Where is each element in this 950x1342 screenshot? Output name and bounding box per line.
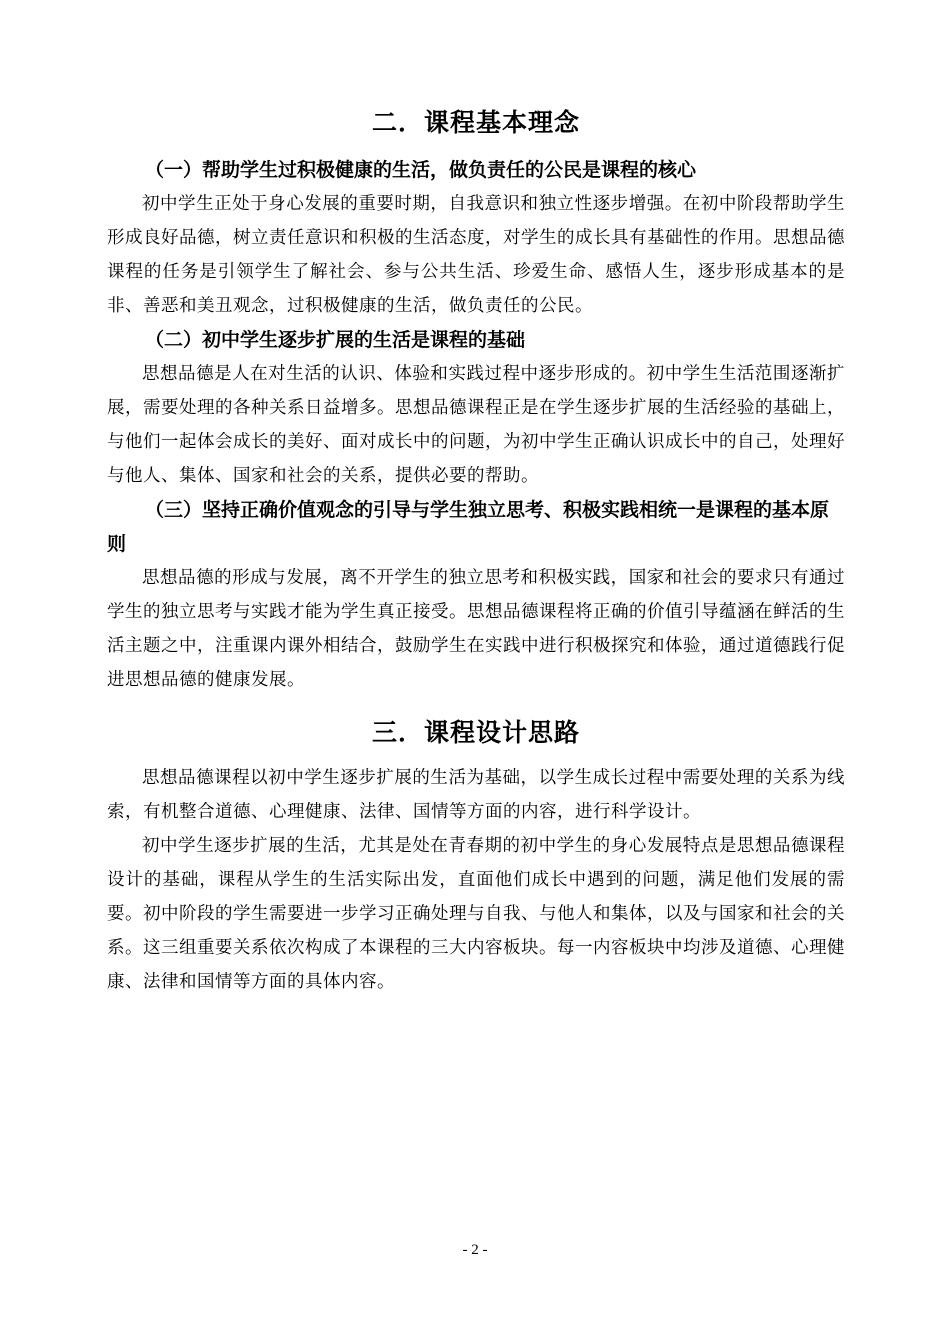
section-2-subheading-1: （一）帮助学生过积极健康的生活，做负责任的公民是课程的核心 (145, 159, 697, 181)
section-2-subheading-2: （二）初中学生逐步扩展的生活是课程的基础 (145, 329, 526, 351)
section-2-subheading-3: （三）坚持正确价值观念的引导与学生独立思考、积极实践相统一是课程的基本原则 (107, 499, 830, 555)
section-2-paragraph-2: 思想品德是人在对生活的认识、体验和实践过程中逐步形成的。初中学生生活范围逐渐扩展，需要处理的各种关系日益增多。思想品德课程正是在学生逐步扩展的生活经验的基础上，与他们一起体会成长的美好、面对成长中的问题，为初中学生正确认识成长中的自己，处理好与他人、集体、国家和社会的关系，提供必要的帮助。 (107, 364, 845, 486)
section-2-paragraph-1: 初中学生正处于身心发展的重要时期，自我意识和独立性逐步增强。在初中阶段帮助学生形成良好品德，树立责任意识和积极的生活态度，对学生的成长具有基础性的作用。思想品德课程的任务是引领学生了解社会、参与公共生活、珍爱生命、感悟人生，逐步形成基本的是非、善恶和美丑观念，过积极健康的生活，做负责任的公民。 (107, 194, 845, 316)
section-2-title: 二．课程基本理念 (371, 108, 580, 137)
section-3-paragraph-1: 思想品德课程以初中学生逐步扩展的生活为基础，以学生成长过程中需要处理的关系为线索，有机整合道德、心理健康、法律、国情等方面的内容，进行科学设计。 (107, 768, 845, 822)
section-2-paragraph-3: 思想品德的形成与发展，离不开学生的独立思考和积极实践，国家和社会的要求只有通过学生的独立思考与实践才能为学生真正接受。思想品德课程将正确的价值引导蕴涵在鲜活的生活主题之中，注重课内课外相结合，鼓励学生在实践中进行积极探究和体验，通过道德践行促进思想品德的健康发展。 (107, 568, 845, 690)
section-3-title: 三．课程设计思路 (371, 718, 580, 747)
document-content (107, 105, 845, 999)
page-number: - 2 - (462, 1242, 488, 1258)
section-3-paragraph-2: 初中学生逐步扩展的生活，尤其是处在青春期的初中学生的身心发展特点是思想品德课程设计的基础，课程从学生的生活实际出发，直面他们成长中遇到的问题，满足他们发展的需要。初中阶段的学生需要进一步学习正确处理与自我、与他人和集体，以及与国家和社会的关系。这三组重要关系依次构成了本课程的三大内容板块。每一内容板块中均涉及道德、心理健康、法律和国情等方面的具体内容。 (107, 836, 845, 992)
